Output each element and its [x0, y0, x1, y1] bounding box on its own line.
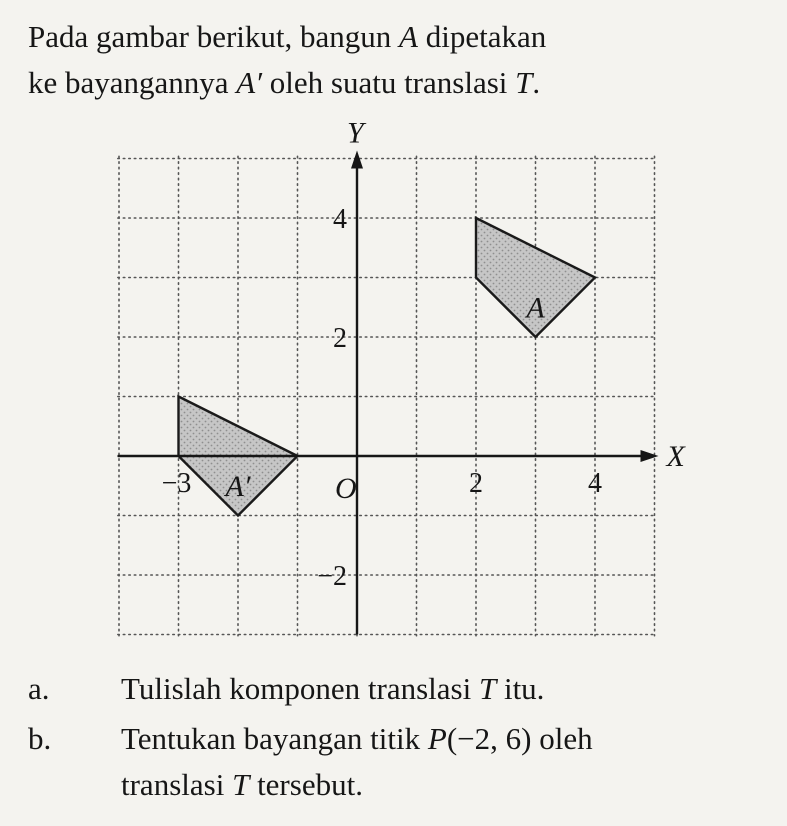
question-text: translasi: [121, 767, 233, 802]
question-text: itu.: [496, 671, 545, 706]
y-tick-label: 4: [333, 204, 347, 235]
image-A-prime-name: A′: [236, 65, 263, 100]
y-axis-label: Y: [347, 116, 364, 150]
labels: [162, 117, 687, 593]
translation-T-name: T: [515, 65, 533, 100]
shape-A-prime-label: A′: [225, 469, 251, 503]
x-axis-arrow-icon: [641, 450, 659, 462]
x-tick-label: −3: [161, 468, 192, 499]
question-b-line-2: [121, 764, 363, 806]
translation-T-name: T: [232, 767, 250, 802]
question-text: Tulislah komponen translasi: [121, 671, 479, 706]
question-text: Tentukan bayangan titik: [121, 721, 428, 756]
question-text: tersebut.: [249, 767, 363, 802]
x-tick-label: 4: [588, 468, 602, 499]
shape-A-name: A: [399, 19, 418, 54]
y-axis-arrow-icon: [351, 151, 363, 169]
intro-text: dipetakan: [417, 19, 547, 54]
question-letter: b.: [28, 721, 52, 756]
question-text: (−2, 6) oleh: [446, 721, 593, 756]
point-P-name: P: [427, 721, 447, 756]
y-tick-label: −2: [317, 561, 347, 592]
origin-label: O: [335, 472, 357, 505]
question-a-text: [121, 668, 544, 710]
shape-A-label: A: [526, 291, 545, 325]
intro-text: Pada gambar berikut, bangun: [28, 19, 400, 54]
intro-text: oleh suatu translasi: [262, 65, 516, 100]
question-letter: a.: [28, 671, 50, 706]
x-axis-label: X: [666, 440, 685, 473]
intro-text: ke bayangannya: [28, 65, 237, 100]
grid: [118, 156, 656, 635]
x-tick-label: 2: [469, 468, 483, 499]
question-b-line-1: [121, 718, 593, 760]
axes: [118, 151, 659, 635]
translation-T-name: T: [478, 671, 497, 706]
y-tick-label: 2: [333, 323, 347, 354]
intro-text: .: [532, 65, 541, 100]
